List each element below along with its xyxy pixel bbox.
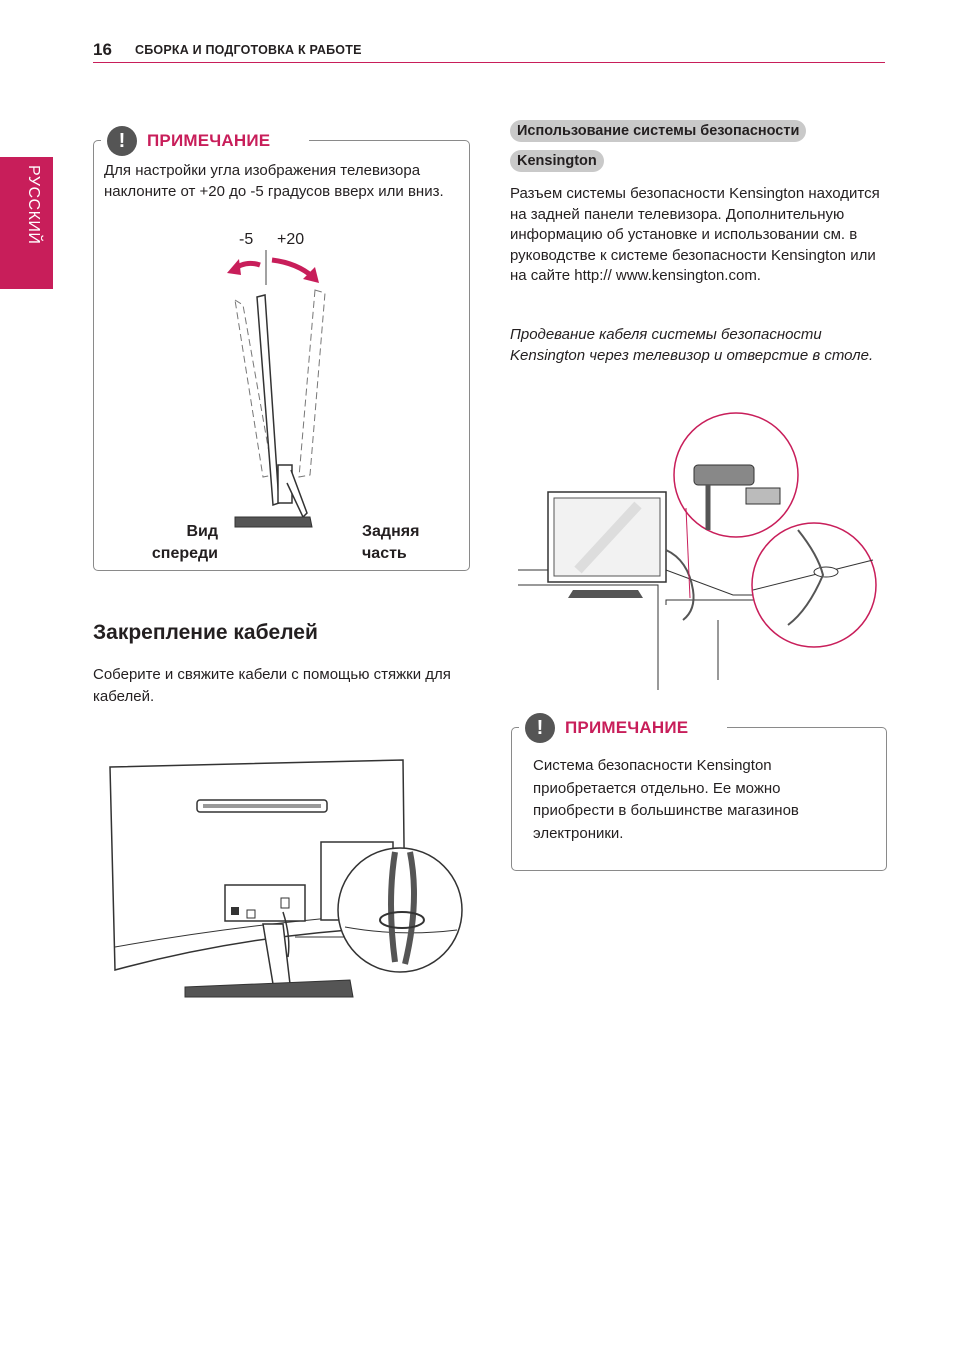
header-section-title: СБОРКА И ПОДГОТОВКА К РАБОТЕ [135, 43, 362, 57]
tilt-minus-label: -5 [239, 231, 254, 248]
note-label: ПРИМЕЧАНИЕ [565, 718, 689, 737]
page-number: 16 [93, 40, 112, 59]
front-view-label-line1: Вид [186, 523, 218, 540]
exclamation-icon: ! [107, 126, 137, 156]
note-label: ПРИМЕЧАНИЕ [147, 131, 271, 150]
kensington-body-text: Разъем системы безопасности Kensington находится на задней панели телевизора. Дополнительную информацию об установке и использовании см. в руководстве к системе безопасности Kensington или на сайте http:// www.kensington.com. [510, 185, 880, 284]
note-text-kensington: Система безопасности Kensington приобретается отдельно. Ее можно приобрести в большинстве магазинов электроники. [533, 757, 799, 842]
kensington-heading-line2: Kensington [510, 150, 604, 172]
note-text-tilt: Для настройки угла изображения телевизора наклоните от +20 до -5 градусов вверх или вниз. [104, 162, 444, 200]
language-tab-label: РУССКИЙ [25, 165, 42, 245]
tilt-plus-label: +20 [277, 231, 305, 248]
note-header-kensington [519, 712, 727, 744]
kensington-heading-line1: Использование системы безопасности [510, 120, 806, 142]
front-view-label-line2: спереди [151, 545, 218, 562]
cable-section-text: Соберите и свяжите кабели с помощью стяжки для кабелей. [93, 666, 451, 705]
kensington-italic-text: Продевание кабеля системы безопасности Kensington через телевизор и отверстие в столе. [510, 326, 874, 364]
language-tab [0, 157, 53, 289]
tilt-diagram [215, 245, 355, 545]
note-header-tilt [101, 125, 309, 157]
front-view-label [130, 521, 218, 565]
kensington-lock-illustration [518, 410, 878, 690]
back-view-label-line2: часть [362, 545, 407, 562]
back-view-label [362, 521, 452, 565]
cable-section-title: Закрепление кабелей [93, 621, 318, 644]
cable-management-illustration [105, 752, 465, 1002]
exclamation-icon: ! [525, 713, 555, 743]
back-view-label-line1: Задняя [362, 523, 420, 540]
header-rule [93, 62, 885, 63]
